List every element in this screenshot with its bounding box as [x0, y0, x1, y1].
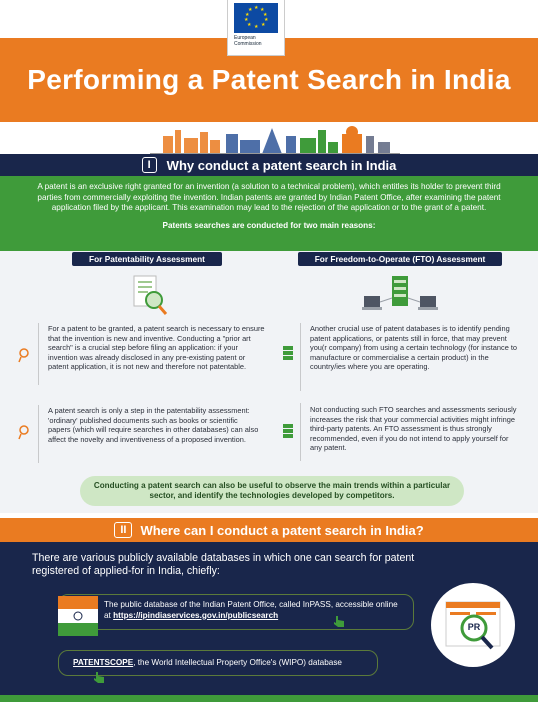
section2-number: II [114, 522, 132, 538]
india-skyline-illustration [0, 122, 538, 154]
section1-header [0, 154, 538, 176]
left-divider-2 [38, 405, 39, 463]
server-stack-icon [282, 345, 294, 361]
pointer-hand-icon [92, 670, 106, 684]
fto-paragraph-2: Not conducting such FTO searches and assessments seriously increases the risk that your commercial activities might infringe third-party patents. An FTO assessment is thus strongly recommended, even if you do not intend to apply yourself for any patent. [310, 405, 517, 453]
india-flag-icon [58, 596, 98, 636]
two-reasons-text: Patents searches are conducted for two main reasons: [162, 220, 376, 230]
left-divider-1 [38, 323, 39, 385]
inpass-link[interactable]: https://ipindiaservices.gov.in/publicsearch [113, 610, 279, 620]
eu-flag-icon: ★ ★ ★ ★ ★ ★ ★ ★ ★ ★ [234, 3, 278, 33]
document-magnifier-icon [126, 272, 172, 320]
bottom-strip [0, 695, 538, 702]
section1-heading: Why conduct a patent search in India [166, 157, 397, 173]
patentability-paragraph-1: For a patent to be granted, a patent search is necessary to ensure that the invention is new and inventive. Conducting a "prior art search" is a crucial step before filing an application: if your invention was already disclosed in any pre-existing patent or patent application, it is not new and therefore not patentable. [48, 324, 265, 372]
section1-intro-text: A patent is an exclusive right granted for an invention (a solution to a technical problem), which entitles its holder to prevent third parties from commercially exploiting the invention. Indian patents are granted by Indian Patent Office, after examining the patent application filed by the applicant. This examination may lead to the rejection of the application or to the grant of a patent. [37, 182, 501, 212]
inpass-text-block [104, 600, 404, 621]
patentability-paragraph-2: A patent search is only a step in the patentability assessment: 'ordinary' published documents such as books or scientific papers (which will require searches in other databases) can also affect the novelty and inventiveness of a proposed invention. [48, 406, 259, 444]
inpass-description: The public database of the Indian Patent Office, called InPASS, accessible online at [104, 600, 398, 620]
pointer-hand-icon [332, 614, 346, 628]
section2-heading: Where can I conduct a patent search in India? [140, 522, 424, 538]
patentscope-card [58, 650, 378, 676]
section1-number: I [142, 157, 157, 173]
fto-paragraph-1: Another crucial use of patent databases is to identify pending patent applications, or patents still in force, that may prevent you(r company) from using a certain technology (for instance to manufacture or commercialise a certain product) in the country/ies where you are operating. [310, 324, 518, 372]
right-divider-1 [300, 323, 301, 391]
section2-header [0, 518, 538, 542]
patentscope-link[interactable]: PATENTSCOPE [73, 658, 134, 667]
server-stack-icon [282, 423, 294, 439]
european-commission-logo [227, 0, 285, 56]
patentability-heading: For Patentability Assessment [72, 252, 222, 266]
logo-line1: European [234, 35, 256, 41]
logo-line2: Commission [234, 41, 262, 47]
server-network-icon [360, 272, 440, 318]
fto-heading: For Freedom-to-Operate (FTO) Assessment [298, 252, 502, 266]
section2-intro-text: There are various publicly available databases in which one can search for patent registered of applied-for in India, chiefly: [32, 552, 415, 577]
patentscope-description: , the World Intellectual Property Office's (WIPO) database [133, 658, 342, 667]
trends-callout: Conducting a patent search can also be useful to observe the main trends within a particular sector, and identify the technologies developed by competitors. [80, 476, 464, 506]
reasons-panel [0, 251, 538, 513]
section1-intro-panel [0, 176, 538, 251]
page-title: Performing a Patent Search in India [27, 64, 511, 95]
pr-badge-label: PR [467, 622, 481, 632]
magnifier-icon [18, 347, 30, 363]
magnifier-icon [18, 424, 30, 440]
right-divider-2 [300, 403, 301, 461]
